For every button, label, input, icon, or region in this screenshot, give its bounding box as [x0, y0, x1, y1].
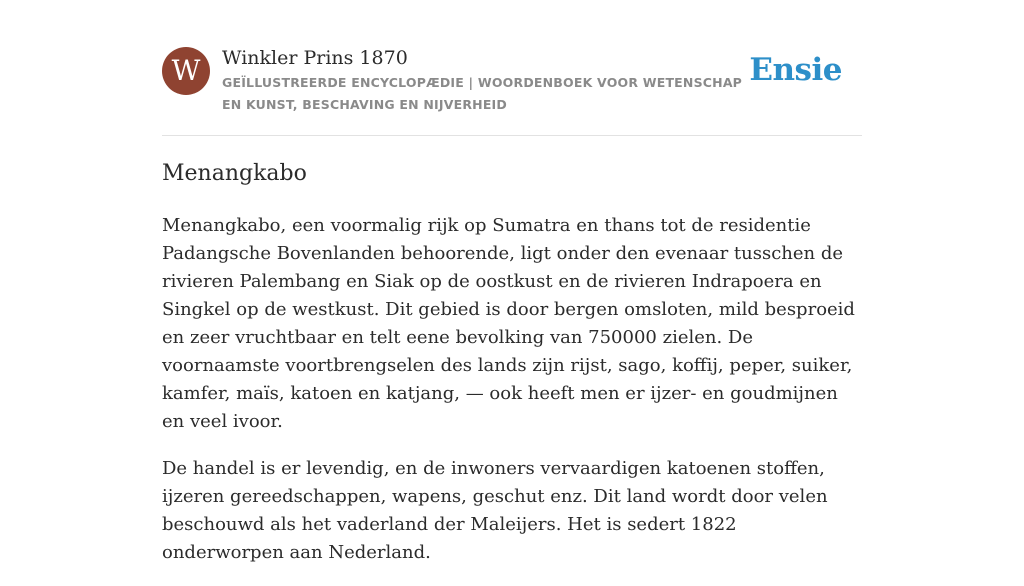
- divider: [162, 135, 862, 136]
- book-subtitle: GEÏLLUSTREERDE ENCYCLOPÆDIE | WOORDENBOEK VOOR WETENSCHAP EN KUNST, BESCHAVING EN NIJVERHEID: [222, 75, 743, 112]
- book-title[interactable]: Winkler Prins 1870: [222, 47, 408, 69]
- article-paragraph: De handel is er levendig, en de inwoners vervaardigen katoenen stoffen, ijzeren gereedschappen, wapens, geschut enz. Dit land wordt door velen beschouwd als het vaderland der Maleijers. Het is sedert 1822 onderworpen aan Nederland.: [162, 458, 828, 563]
- avatar[interactable]: W: [162, 47, 210, 95]
- article-title: Menangkabo: [162, 161, 307, 186]
- article-paragraph: Menangkabo, een voormalig rijk op Sumatra en thans tot de residentie Padangsche Bovenlanden behoorende, ligt onder den evenaar tusschen de rivieren Palembang en Siak op de oostkust en de rivieren Indrapoera en Singkel op de westkust. Dit gebied is door bergen omsloten, mild besproeid en zeer vruchtbaar en telt eene bevolking van 750000 zielen. De voornaamste voortbrengselen des lands zijn rijst, sago, koffij, peper, suiker, kamfer, maïs, katoen en katjang, — ook heeft men er ijzer- en goudmijnen en veel ivoor.: [162, 215, 855, 432]
- article-body: [162, 212, 862, 586]
- header: [162, 46, 862, 116]
- ensie-logo[interactable]: Ensie: [749, 52, 842, 88]
